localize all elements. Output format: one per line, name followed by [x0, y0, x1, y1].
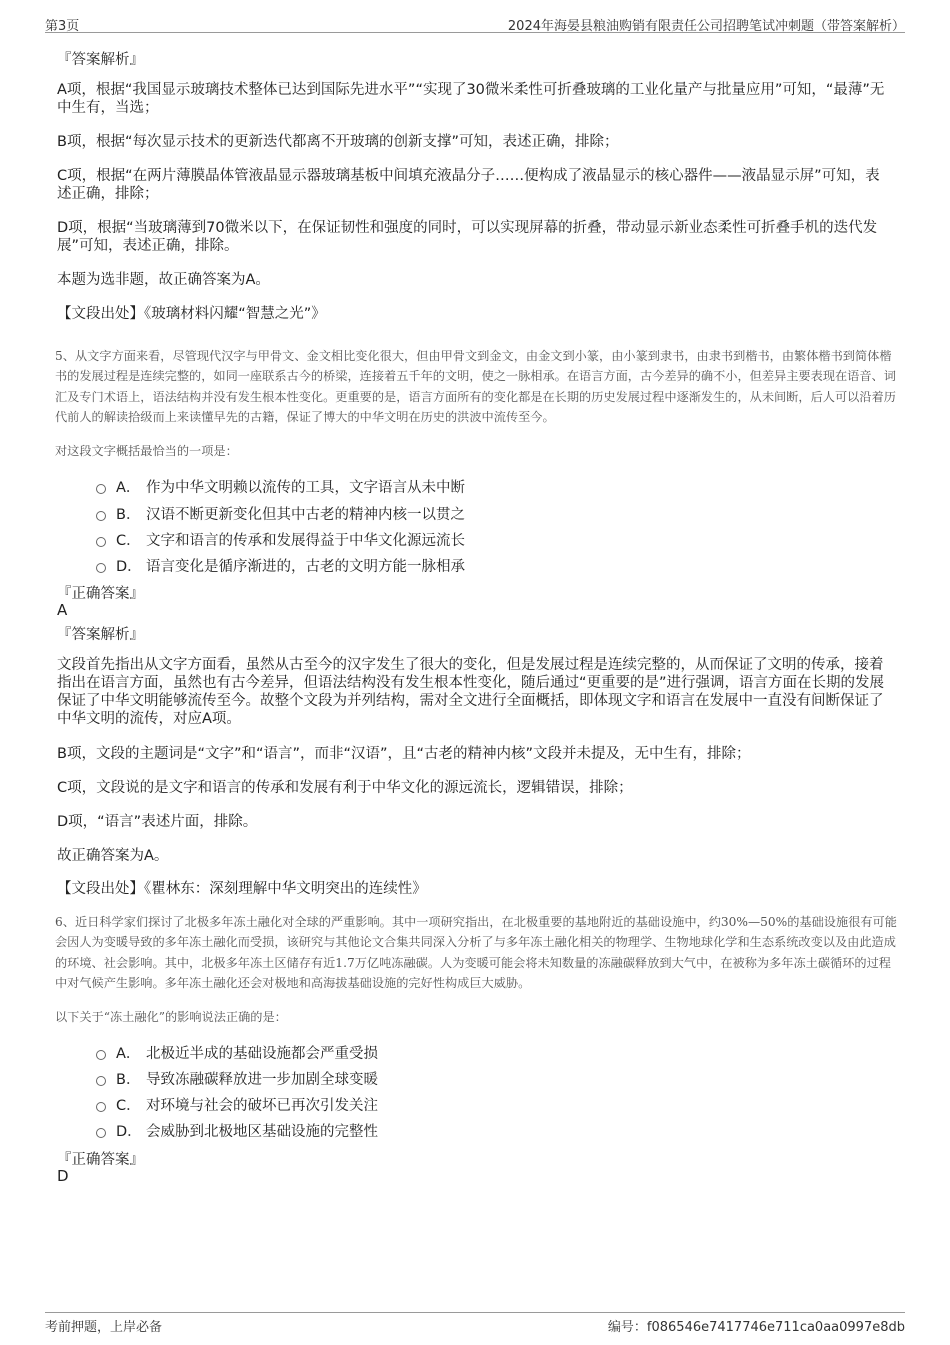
page-header — [45, 12, 905, 33]
document-id: 编号：f086546e7417746e711ca0aa0997e8db — [607, 1320, 905, 1335]
option-letter: B． — [116, 506, 141, 523]
analysis-conclusion: 本题为选非题，故正确答案为A。 — [57, 272, 270, 288]
question-6-option-d[interactable] — [96, 1120, 378, 1140]
question-6-text: 6、近日科学家们探讨了北极多年冻土融化对全球的严重影响。其中一项研究指出，在北极重要的基地附近的基础设施中，约30%—50%的基础设施很有可能会因人为变暖导致的多年冻土融化而受损，该研究与其他论文合集共同深入分析了与多年冻土融化相关的物理学、生物地球化学和生态系统改变以及由此造成的环境、社会影响。其中，北极多年冻土区储存有近1.7万亿吨冻融碳。人为变暖可能会将未知数量的冻融碳释放到大气中，在被称为多年冻土碳循环的过程中对气候产生影响。多年冻土融化还会对极地和高海拔基础设施的完好性构成巨大威胁。 — [55, 915, 897, 991]
correct-answer-value: D — [57, 1167, 69, 1185]
analysis-label: 『答案解析』 — [57, 52, 144, 68]
option-text: 作为中华文明赖以流传的工具，文字语言从未中断 — [146, 479, 465, 496]
analysis-paragraph-b: B项，根据“每次显示技术的更新迭代都离不开玻璃的创新支撑”可知，表述正确，排除； — [57, 134, 619, 150]
question-6-option-c[interactable] — [96, 1094, 378, 1114]
option-letter: D． — [116, 558, 142, 575]
option-text: 导致冻融碳释放进一步加剧全球变暖 — [146, 1071, 378, 1088]
analysis-paragraph-a: A项，根据“我国显示玻璃技术整体已达到国际先进水平”“实现了30微米柔性可折叠玻璃的工业化量产与批量应用”可知，“最薄”无中生有，当选； — [57, 82, 885, 116]
question-5-option-d[interactable] — [96, 555, 465, 575]
analysis-conclusion: 故正确答案为A。 — [57, 848, 169, 864]
radio-icon[interactable] — [96, 511, 106, 521]
question-5-prompt: 对这段文字概括最恰当的一项是： — [55, 444, 238, 458]
analysis-paragraph-d: D项，根据“当玻璃薄到70微米以下，在保证韧性和强度的同时，可以实现屏幕的折叠，带动显示新业态柔性可折叠手机的迭代发展”可知，表述正确，排除。 — [57, 220, 878, 254]
document-title: 2024年海晏县粮油购销有限责任公司招聘笔试冲刺题（带答案解析） — [507, 19, 905, 34]
passage-source: 【文段出处】《玻璃材料闪耀“智慧之光”》 — [57, 306, 326, 322]
page-number: 第3页 — [45, 19, 80, 34]
correct-answer-label: 『正确答案』 — [57, 586, 144, 602]
analysis-label: 『答案解析』 — [57, 627, 144, 643]
question-5-option-c[interactable] — [96, 529, 465, 549]
option-letter: A． — [116, 1045, 141, 1062]
analysis-paragraph-c: C项，文段说的是文字和语言的传承和发展有利于中华文化的源远流长，逻辑错误，排除； — [57, 780, 633, 796]
option-text: 会威胁到北极地区基础设施的完整性 — [146, 1123, 378, 1140]
correct-answer-label: 『正确答案』 — [57, 1152, 144, 1168]
option-text: 对环境与社会的破坏已再次引发关注 — [146, 1097, 378, 1114]
radio-icon[interactable] — [96, 1050, 106, 1060]
page-footer — [45, 1312, 905, 1335]
correct-answer-value: A — [57, 601, 68, 619]
option-text: 语言变化是循序渐进的，古老的文明方能一脉相承 — [146, 558, 465, 575]
radio-icon[interactable] — [96, 1128, 106, 1138]
analysis-paragraph-main: 文段首先指出从文字方面看，虽然从古至今的汉字发生了很大的变化，但是发展过程是连续完整的，从而保证了文明的传承，接着指出在语言方面，虽然也有古今差异，但语法结构没有发生根本性变化，随后通过“更重要的是”进行强调，语言方面在长期的发展保证了中华文明能够流传至今。故整个文段为并列结构，需对全文进行全面概括，即体现文字和语言在发展中一直没有间断保证了中华文明的流传，对应A项。 — [57, 657, 885, 727]
analysis-paragraph-b: B项，文段的主题词是“文字”和“语言”，而非“汉语”，且“古老的精神内核”文段并未提及，无中生有，排除； — [57, 746, 751, 762]
question-5-option-b[interactable] — [96, 503, 465, 523]
analysis-paragraph-c: C项，根据“在两片薄膜晶体管液晶显示器玻璃基板中间填充液晶分子……便构成了液晶显示的核心器件——液晶显示屏”可知，表述正确，排除； — [57, 168, 880, 202]
footer-slogan: 考前押题，上岸必备 — [45, 1320, 163, 1335]
question-5-text: 5、从文字方面来看，尽管现代汉字与甲骨文、金文相比变化很大，但由甲骨文到金文，由金文到小篆，由小篆到隶书，由隶书到楷书，由繁体楷书到简体楷书的发展过程是连续完整的，如同一座联系古今的桥梁，连接着五千年的文明，使之一脉相承。在语言方面，古今差异的确不小，但差异主要表现在语音、词汇及专门术语上，语法结构并没有发生根本性变化。更重要的是，语言方面所有的变化都是在长期的历史发展过程中逐渐发生的，从未间断，后人可以沿着历代前人的解读拾级而上来读懂早先的古籍，保证了博大的中华文明在历史的洪波中流传至今。 — [55, 349, 896, 425]
option-letter: D． — [116, 1123, 142, 1140]
option-letter: A． — [116, 479, 141, 496]
question-6-option-b[interactable] — [96, 1068, 378, 1088]
analysis-paragraph-d: D项，“语言”表述片面，排除。 — [57, 814, 258, 830]
radio-icon[interactable] — [96, 563, 106, 573]
option-text: 文字和语言的传承和发展得益于中华文化源远流长 — [146, 532, 465, 549]
radio-icon[interactable] — [96, 1076, 106, 1086]
option-letter: B． — [116, 1071, 141, 1088]
option-letter: C． — [116, 532, 141, 549]
option-text: 北极近半成的基础设施都会严重受损 — [146, 1045, 378, 1062]
radio-icon[interactable] — [96, 484, 106, 494]
radio-icon[interactable] — [96, 1102, 106, 1112]
question-6-option-a[interactable] — [96, 1042, 378, 1062]
question-5-option-a[interactable] — [96, 476, 465, 496]
question-6-prompt: 以下关于“冻土融化”的影响说法正确的是： — [55, 1010, 287, 1024]
passage-source: 【文段出处】《瞿林东：深刻理解中华文明突出的连续性》 — [57, 881, 427, 897]
radio-icon[interactable] — [96, 537, 106, 547]
option-text: 汉语不断更新变化但其中古老的精神内核一以贯之 — [146, 506, 465, 523]
option-letter: C． — [116, 1097, 141, 1114]
